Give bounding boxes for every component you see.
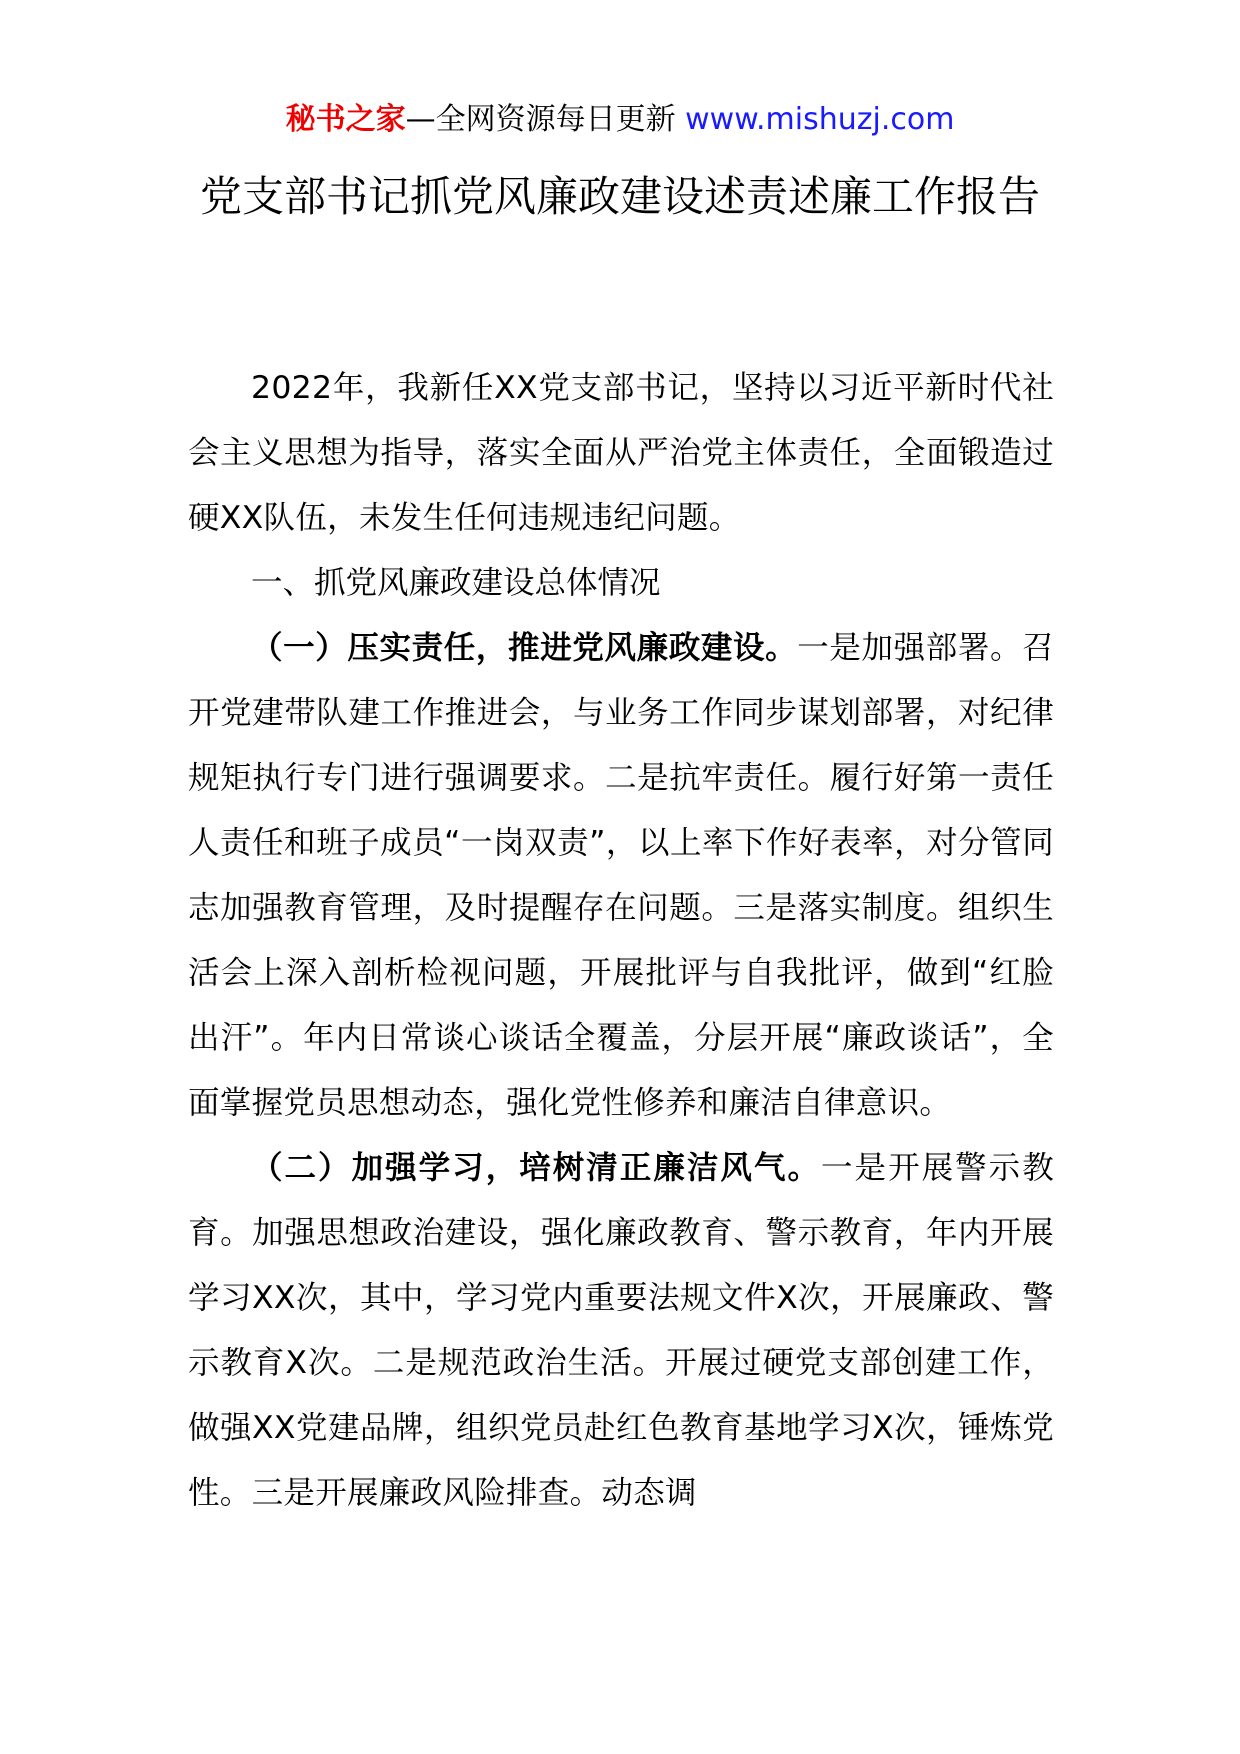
paragraph-1-body: 一是加强部署。召开党建带队建工作推进会，与业务工作同步谋划部署，对纪律规矩执行专门进行强调要求。二是抗牢责任。履行好第一责任人责任和班子成员“一岗双责”，以上率下作好表率，对分管同志加强教育管理，及时提醒存在问题。三是落实制度。组织生活会上深入剖析检视问题，开展批评与自我批评，做到“红脸出汗”。年内日常谈心谈话全覆盖，分层开展“廉政谈话”，全面掌握党员思想动态，强化党性修养和廉洁自律意识。 <box>188 630 1054 1121</box>
site-url-link[interactable]: www.mishuzj.com <box>685 102 955 137</box>
paragraph-2 <box>188 1136 1054 1526</box>
header-tagline: —全网资源每日更新 <box>405 102 686 137</box>
document-title: 党支部书记抓党风廉政建设述责述廉工作报告 <box>199 172 1040 221</box>
document-body <box>188 356 1054 1526</box>
paragraph-2-body: 一是开展警示教育。加强思想政治建设，强化廉政教育、警示教育，年内开展学习XX次，其中，学习党内重要法规文件X次，开展廉政、警示教育X次。二是规范政治生活。开展过硬党支部创建工作，做强XX党建品牌，组织党员赴红色教育基地学习X次，锤炼党性。三是开展廉政风险排查。动态调 <box>188 1150 1054 1511</box>
section-heading-1: 一、抓党风廉政建设总体情况 <box>251 565 661 601</box>
paragraph-2-lead: （二）加强学习，培树清正廉洁风气。 <box>251 1150 822 1186</box>
site-header <box>0 100 1240 140</box>
paragraph-1 <box>188 616 1054 1136</box>
intro-paragraph: 2022年，我新任XX党支部书记，坚持以习近平新时代社会主义思想为指导，落实全面从严治党主体责任，全面锻造过硬XX队伍，未发生任何违规违纪问题。 <box>188 370 1054 536</box>
paragraph-1-lead: （一）压实责任，推进党风廉政建设。 <box>251 630 798 666</box>
brand-name: 秘书之家 <box>285 102 406 137</box>
